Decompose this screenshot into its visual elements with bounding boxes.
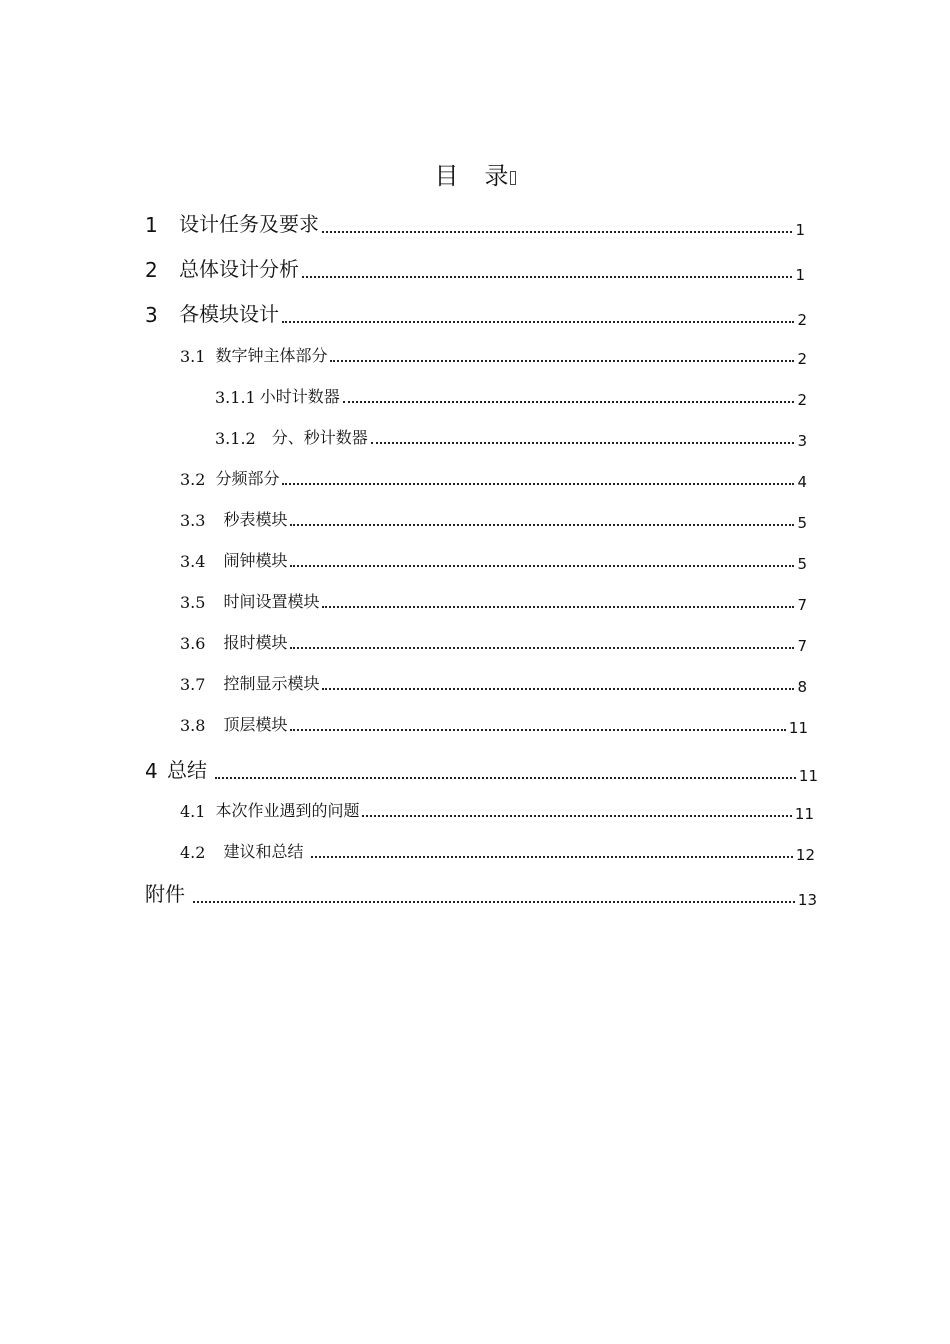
toc-entry-3-1-1[interactable] [215, 384, 807, 407]
toc-entry-number: 4 [145, 759, 158, 783]
toc-leader-dots [330, 360, 794, 362]
toc-leader-dots [371, 442, 795, 444]
toc-entry-3-6[interactable] [180, 630, 807, 653]
toc-entry-label: 建议和总结 [223, 842, 304, 861]
toc-leader-dots [290, 729, 785, 731]
toc-leader-dots [362, 815, 791, 817]
toc-entry-number: 1 [145, 213, 158, 237]
toc-entry-page: 11 [788, 719, 808, 737]
toc-entry-3[interactable] [145, 298, 807, 327]
toc-entry-label: 报时模块 [223, 633, 288, 652]
toc-entry-number: 3.4 [180, 552, 206, 571]
toc-entry-page: 11 [798, 767, 818, 785]
toc-entry-label: 本次作业遇到的问题 [215, 801, 360, 820]
toc-entry-label: 总结 [167, 758, 207, 782]
toc-title-part1: 目 [434, 162, 459, 190]
toc-entry-page: 7 [797, 596, 807, 614]
toc-entry-3-8[interactable] [180, 712, 808, 735]
toc-entry-label: 总体设计分析 [179, 257, 299, 281]
toc-entry-number: 3.1 [180, 347, 206, 366]
toc-entry-label: 控制显示模块 [223, 674, 320, 693]
toc-entry-label: 顶层模块 [223, 715, 288, 734]
toc-entry-number: 3.5 [180, 593, 206, 612]
toc-entry-label: 小时计数器 [259, 387, 340, 406]
toc-entry-3-7[interactable] [180, 671, 807, 694]
toc-leader-dots [322, 231, 792, 233]
toc-leader-dots [282, 483, 794, 485]
toc-entry-3-1-2[interactable] [215, 425, 807, 448]
toc-leader-dots [290, 647, 794, 649]
toc-entry-page: 4 [797, 473, 807, 491]
toc-entry-page: 2 [797, 391, 807, 409]
toc-entry-label: 设计任务及要求 [179, 212, 319, 236]
toc-entry-page: 12 [795, 846, 815, 864]
toc-entry-page: 2 [797, 350, 807, 368]
toc-entry-3-4[interactable] [180, 548, 807, 571]
toc-entry-page: 11 [794, 805, 814, 823]
toc-entry-page: 7 [797, 637, 807, 655]
toc-entry-page: 5 [797, 514, 807, 532]
toc-entry-4-2[interactable] [180, 839, 815, 862]
toc-entry-page: 13 [797, 891, 817, 909]
toc-entry-3-1[interactable] [180, 343, 807, 366]
toc-entry-number: 4.1 [180, 802, 206, 821]
toc-entry-label: 附件 [145, 882, 185, 906]
toc-leader-dots [343, 401, 795, 403]
toc-entry-number: 3.1.2 [215, 429, 256, 448]
toc-leader-dots [290, 524, 794, 526]
toc-entry-label: 数字钟主体部分 [215, 346, 328, 365]
toc-leader-dots [322, 606, 794, 608]
toc-entry-label: 分、秒计数器 [271, 428, 368, 447]
toc-entry-number: 3.6 [180, 634, 206, 653]
toc-entry-4-1[interactable] [180, 798, 814, 821]
toc-entry-label: 秒表模块 [223, 510, 288, 529]
toc-entry-1[interactable] [145, 208, 805, 237]
toc-entry-page: 1 [795, 266, 805, 284]
toc-entry-number: 4.2 [180, 843, 206, 862]
toc-entry-appendix[interactable] [145, 878, 817, 907]
toc-entry-page: 5 [797, 555, 807, 573]
toc-leader-dots [322, 688, 794, 690]
toc-entry-2[interactable] [145, 253, 805, 282]
toc-entry-number: 3.7 [180, 675, 206, 694]
toc-leader-dots [193, 901, 795, 903]
toc-entry-3-5[interactable] [180, 589, 807, 612]
toc-leader-dots [282, 321, 794, 323]
toc-leader-dots [215, 777, 796, 779]
toc-entry-page: 1 [795, 221, 805, 239]
toc-title-part2: 录 [484, 162, 509, 190]
toc-entry-label: 时间设置模块 [223, 592, 320, 611]
toc-leader-dots [311, 856, 792, 858]
toc-entry-page: 3 [797, 432, 807, 450]
toc-entry-label: 各模块设计 [179, 302, 279, 326]
toc-entry-number: 3.1.1 [215, 388, 256, 407]
toc-leader-dots [302, 276, 792, 278]
toc-entry-4[interactable] [145, 754, 818, 783]
toc-entry-page: 2 [797, 311, 807, 329]
toc-entry-3-3[interactable] [180, 507, 807, 530]
toc-entry-number: 2 [145, 258, 158, 282]
toc-entry-page: 8 [797, 678, 807, 696]
toc-entry-number: 3.2 [180, 470, 206, 489]
toc-entry-number: 3.8 [180, 716, 206, 735]
toc-entry-3-2[interactable] [180, 466, 807, 489]
toc-entry-label: 闹钟模块 [223, 551, 288, 570]
toc-entry-number: 3 [145, 303, 158, 327]
toc-entry-number: 3.3 [180, 511, 206, 530]
toc-entry-label: 分频部分 [215, 469, 280, 488]
toc-leader-dots [290, 565, 794, 567]
